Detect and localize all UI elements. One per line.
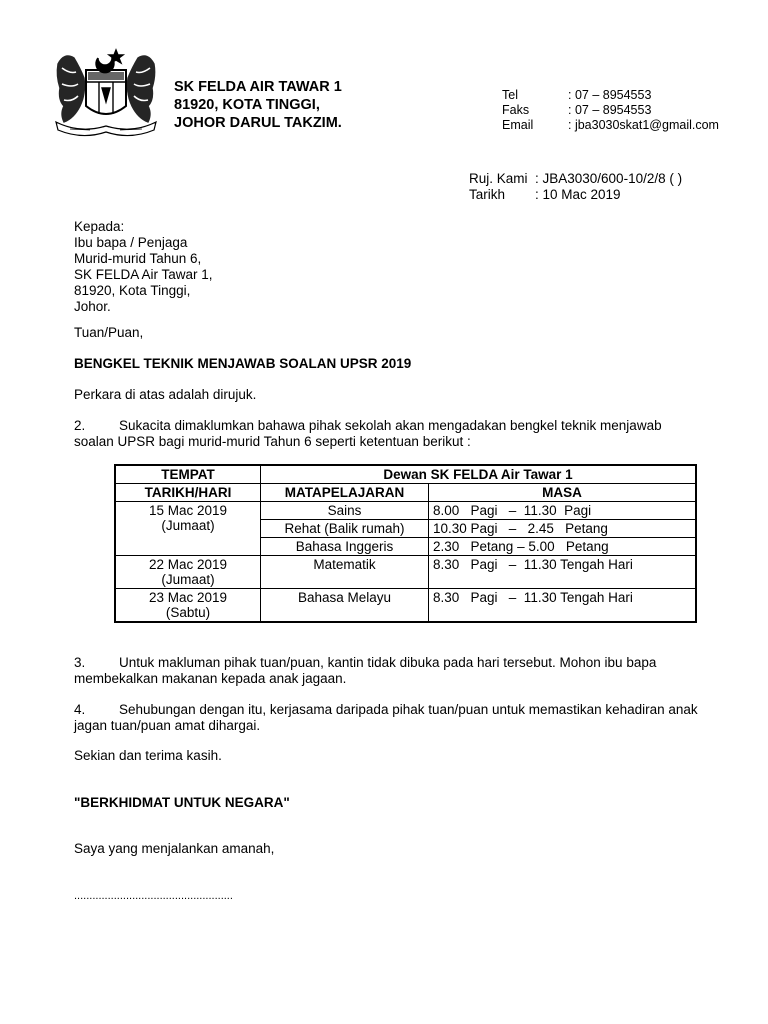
time-cell: 8.30 Pagi – 11.30 Tengah Hari [429, 556, 697, 589]
date-text: 15 Mac 2019 [148, 503, 228, 518]
paragraph-4 [74, 702, 704, 734]
date-cell [115, 502, 261, 556]
contact-tel-row [502, 88, 719, 103]
recipient-line: Murid-murid Tahun 6, [74, 251, 202, 266]
date-value: : 10 Mac 2019 [535, 187, 621, 202]
venue-value: Dewan SK FELDA Air Tawar 1 [261, 465, 697, 484]
reference-value: : JBA3030/600-10/2/8 ( ) [535, 171, 683, 186]
time-cell: 2.30 Petang – 5.00 Petang [429, 538, 697, 556]
recipient-line: 81920, Kota Tinggi, [74, 283, 191, 298]
contact-value: : 07 – 8954553 [568, 103, 652, 117]
day-text: (Jumaat) [161, 572, 215, 587]
school-name: SK FELDA AIR TAWAR 1 [174, 79, 342, 95]
contact-details [502, 88, 719, 133]
time-cell: 8.30 Pagi – 11.30 Tengah Hari [429, 589, 697, 623]
school-postcode-town: 81920, KOTA TINGGI, [174, 97, 320, 113]
table-row [115, 589, 696, 623]
school-address [174, 78, 342, 132]
paragraph-number: 3. [74, 655, 86, 670]
letter-subject: BENGKEL TEKNIK MENJAWAB SOALAN UPSR 2019 [74, 356, 412, 371]
contact-value: : jba3030skat1@gmail.com [568, 118, 719, 132]
subject-cell: Matematik [261, 556, 429, 589]
date-cell [115, 589, 261, 623]
paragraph-1: Perkara di atas adalah dirujuk. [74, 387, 257, 402]
closing-line: Sekian dan terima kasih. [74, 748, 222, 763]
table-row [115, 556, 696, 589]
header-date: TARIKH/HARI [115, 484, 261, 502]
contact-email-row [502, 118, 719, 133]
contact-value: : 07 – 8954553 [568, 88, 652, 102]
header-subject: MATAPELAJARAN [261, 484, 429, 502]
contact-fax-row [502, 103, 719, 118]
paragraph-number: 2. [74, 418, 86, 433]
contact-label: Faks [502, 103, 530, 117]
reference-label: Ruj. Kami [469, 171, 528, 186]
signature-line: .................................................... [74, 890, 233, 902]
subject-cell: Sains [261, 502, 429, 520]
header-row [115, 484, 696, 502]
contact-label: Tel [502, 88, 518, 102]
paragraph-number: 4. [74, 702, 86, 717]
date-cell [115, 556, 261, 589]
date-row [469, 187, 682, 203]
salutation: Tuan/Puan, [74, 325, 144, 340]
paragraph-2 [74, 418, 704, 450]
letter-reference [469, 171, 682, 203]
sign-off: Saya yang menjalankan amanah, [74, 841, 275, 856]
time-cell: 10.30 Pagi – 2.45 Petang [429, 520, 697, 538]
recipient-line: SK FELDA Air Tawar 1, [74, 267, 213, 282]
venue-row [115, 465, 696, 484]
day-text: (Jumaat) [161, 518, 215, 533]
time-cell: 8.00 Pagi – 11.30 Pagi [429, 502, 697, 520]
recipient-line: Kepada: [74, 219, 125, 234]
subject-cell: Rehat (Balik rumah) [261, 520, 429, 538]
paragraph-3 [74, 655, 704, 687]
date-label: Tarikh [469, 187, 506, 202]
table-row [115, 502, 696, 520]
recipient-block [74, 219, 213, 315]
schedule-table [114, 464, 697, 623]
school-state: JOHOR DARUL TAKZIM. [174, 115, 342, 131]
date-text: 22 Mac 2019 [148, 557, 228, 572]
contact-label: Email [502, 118, 534, 132]
reference-row [469, 171, 682, 187]
paragraph-text: Untuk makluman pihak tuan/puan, kantin tidak dibuka pada hari tersebut. Mohon ibu bapa membekalkan makanan kepada anak jagaan. [74, 655, 657, 686]
recipient-line: Ibu bapa / Penjaga [74, 235, 188, 250]
subject-cell: Bahasa Melayu [261, 589, 429, 623]
date-text: 23 Mac 2019 [148, 590, 228, 605]
subject-cell: Bahasa Inggeris [261, 538, 429, 556]
motto: "BERKHIDMAT UNTUK NEGARA" [74, 795, 290, 810]
venue-label: TEMPAT [115, 465, 261, 484]
paragraph-text: Sehubungan dengan itu, kerjasama daripada pihak tuan/puan untuk memastikan kehadiran anak jagan tuan/puan amat dihargai. [74, 702, 698, 733]
coat-of-arms-logo [50, 44, 162, 140]
header-time: MASA [429, 484, 697, 502]
paragraph-text: Sukacita dimaklumkan bahawa pihak sekolah akan mengadakan bengkel teknik menjawab soalan UPSR bagi murid-murid Tahun 6 seperti ketentuan berikut : [74, 418, 662, 449]
recipient-line: Johor. [74, 299, 111, 314]
day-text: (Sabtu) [165, 605, 211, 620]
